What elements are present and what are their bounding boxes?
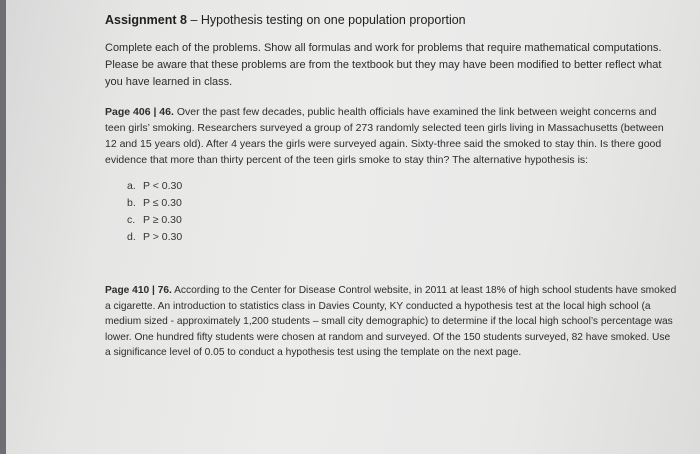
instructions-paragraph: Complete each of the problems. Show all formulas and work for problems that require mathematical computations. Please be aware that these problems are from the textbook but they may have been modified to better reflect what you have learned in class. (105, 42, 662, 88)
option-b-letter: b. (127, 197, 136, 209)
option-c-text: P ≥ 0.30 (143, 214, 182, 226)
assignment-title (105, 13, 677, 27)
problem-2-body: According to the Center for Disease Control website, in 2011 at least 18% of high school students have smoked a cigarette. An introduction to statistics class in Davies County, KY conducted a hypothesis test at the local high school (a medium sized - approximately 1,200 students – small city demographic) to determine if the local high school’s percentage was lower. One hundred fifty students were chosen at random and surveyed. Of the 150 students surveyed, 82 have smoked. Use a significance level of 0.05 to conduct a hypothesis test using the template on the next page. (105, 285, 677, 358)
option-d-letter: d. (127, 231, 136, 243)
problem-1-options (127, 178, 677, 246)
assignment-title-subject: – Hypothesis testing on one population proportion (186, 13, 466, 27)
document-content (105, 10, 677, 371)
assignment-title-number: Assignment 8 (105, 13, 187, 27)
option-a (127, 178, 677, 195)
option-b (127, 195, 677, 212)
problem-2-ref: Page 410 | 76. (105, 285, 172, 296)
problem-1-ref: Page 406 | 46. (105, 106, 174, 118)
option-b-text: P ≤ 0.30 (143, 197, 182, 209)
option-d (127, 229, 677, 246)
document-page (6, 0, 700, 454)
problem-1-body: Over the past few decades, public health officials have examined the link between weight concerns and teen girls’ smoking. Researchers surveyed a group of 273 randomly selected teen girls living in Massachusetts (between 12 and 15 years old). After 4 years the girls were surveyed again. Sixty-three said the smoked to stay thin. Is there good evidence that more than thirty percent of the teen girls smoke to stay thin? The alternative hypothesis is: (105, 106, 664, 166)
problem-2-text (105, 283, 677, 361)
problem-1-text (105, 104, 677, 168)
option-d-text: P > 0.30 (143, 231, 183, 243)
option-c (127, 212, 677, 229)
option-c-letter: c. (127, 214, 136, 226)
option-a-text: P < 0.30 (143, 180, 183, 192)
option-a-letter: a. (127, 180, 136, 192)
